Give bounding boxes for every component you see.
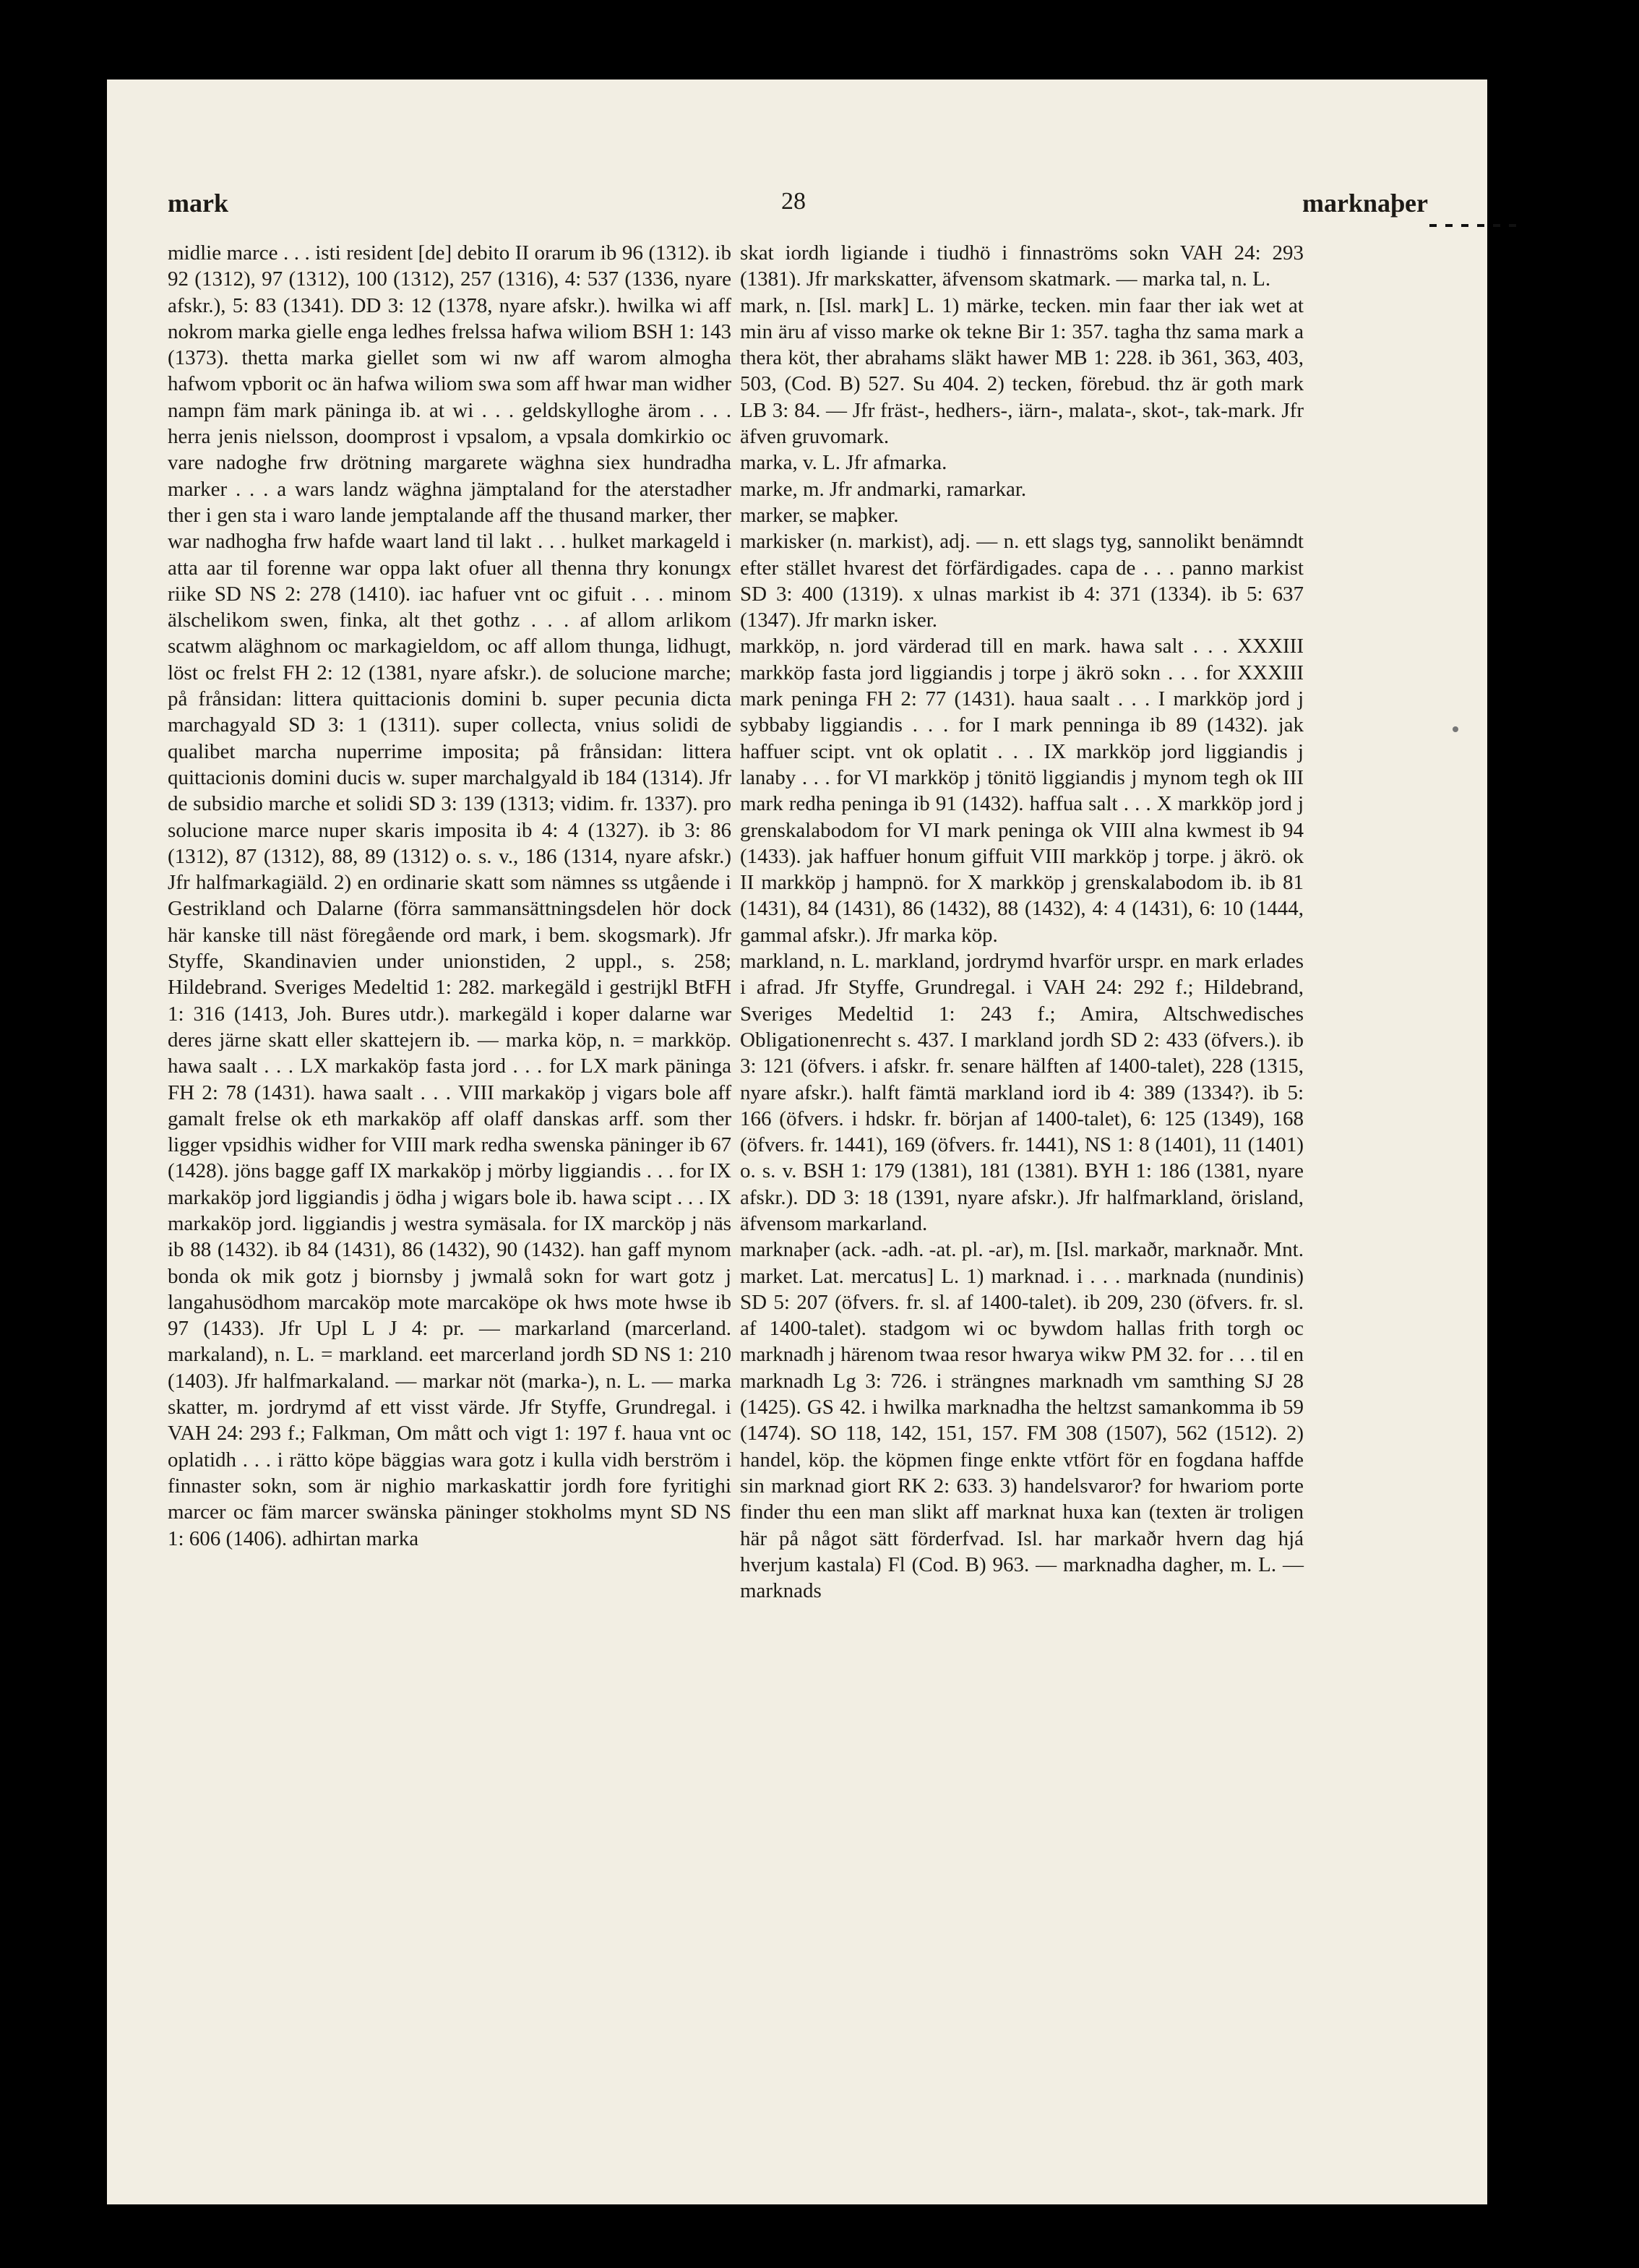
entry-paragraph: skat iordh ligiande i tiudhö i finnaströms sokn VAH 24: 293 (1381). Jfr markskatter, äfvensom skatmark. — marka tal, n. L. [740,241,1304,291]
entry-markland: markland, n. L. markland, jordrymd hvarför urspr. en mark erlades i afrad. Jfr Styffe, Grundregal. i VAH 24: 292 f.; Hildebrand, Sveriges Medeltid 1: 243 f.; Amira, Altschwedisches Obligationenrecht s. 437. I markland jordh SD 2: 433 (öfvers.). ib 3: 121 (öfvers. i afskr. fr. senare hälften af 1400-talet), 228 (1315, nyare afskr.). halft fämtä markland iord ib 4: 389 (1334?). ib 5: 166 (öfvers. i hdskr. fr. början af 1400-talet), 6: 125 (1349), 168 (öfvers. fr. 1441), 169 (öfvers. fr. 1441), NS 1: 8 (1401), 11 (1401) o. s. v. BSH 1: 179 (1381), 181 (1381). BYH 1: 186 (1381, nyare afskr.). DD 3: 18 (1391, nyare afskr.). Jfr halfmarkland, örisland, äfvensom markarland. [740,950,1304,1235]
entry-marker: marker, se maþker. [740,503,899,527]
left-headword: mark [168,189,228,218]
entry-marka: marka, v. L. Jfr afmarka. [740,451,947,475]
stray-mark [1453,726,1458,732]
entry-markisker: markisker (n. markist), adj. — n. ett slags tyg, sannolikt benämndt efter stället hvarest det förfärdigades. capa de . . . panno markist SD 3: 400 (1319). x ulnas markist ib 4: 371 (1334). ib 5: 637 (1347). Jfr markn isker. [740,530,1304,632]
running-header [159,188,1428,231]
page-edge-marks [1429,224,1516,227]
entry-marknather: marknaþer (ack. -adh. -at. pl. -ar), m. [Isl. markaðr, marknaðr. Mnt. market. Lat. mercatus] L. 1) marknad. i . . . marknada (nundinis) SD 5: 207 (öfvers. fr. sl. af 1400-talet). ib 209, 230 (öfvers. fr. sl. af 1400-talet). stadgom wi oc bywdom hallas frith torgh oc marknadh j härenom twaa resor hwarya wikw PM 32. for . . . til en marknadh Lg 3: 726. i strängnes marknadh vm samthing SJ 28 (1425). GS 42. i hwilka marknadha the heltzst samankomma ib 59 (1474). SO 118, 142, 151, 157. FM 308 (1507), 562 (1512). 2) handel, köp. the köpmen finge enkte vtfört för en fogdana haffde sin marknad giort RK 2: 633. 3) handelsvaror? for hwariom porte finder thu een man slikt aff marknat huxa kan (texten är troligen här på något sätt förderfvad. Isl. har markaðr hvern dag hjá hverjum kastala) Fl (Cod. B) 963. — marknadha dagher, m. L. — marknads [740,1238,1304,1603]
right-headword: marknaþer [1302,189,1428,218]
left-column [168,240,731,1552]
entry-markkop: markköp, n. jord värderad till en mark. hawa salt . . . XXXIII markköp fasta jord liggiandis j torpe j äkrö sokn . . . for XXXIII mark peninga FH 2: 77 (1431). haua saalt . . . I markköp jord j sybbaby liggiandis . . . for I mark penninga ib 89 (1432). jak haffuer scipt. vnt ok oplatit . . . IX markköp jord liggiandis j lanaby . . . for VI markköp j tönitö liggiandis j mynom tegh ok III mark redha peninga ib 91 (1432). haffua salt . . . X markköp jord j grenskalabodom for VI mark peninga ok VIII alna kwmest ib 94 (1433). jak haffuer honum giffuit VIII markköp j torpe. j äkrö. ok II markköp j hampnö. for X markköp j grenskalabodom ib. ib 81 (1431), 84 (1431), 86 (1432), 88 (1432), 4: 4 (1431), 6: 10 (1444, gammal afskr.). Jfr marka köp. [740,635,1304,947]
entry-marke: marke, m. Jfr andmarki, ramarkar. [740,477,1027,501]
dictionary-page [107,80,1487,2204]
entry-mark: mark, n. [Isl. mark] L. 1) märke, tecken. min faar ther iak wet at min äru af visso marke ok tekne Bir 1: 357. tagha thz sama mark a thera köt, ther abrahams släkt hawer MB 1: 228. ib 361, 363, 403, 503, (Cod. B) 527. Su 404. 2) tecken, förebud. thz är goth mark LB 3: 84. — Jfr fräst-, hedhers-, iärn-, malata-, skot-, tak-mark. Jfr äfven gruvomark. [740,293,1304,449]
entry-paragraph: midlie marce . . . isti resident [de] debito II orarum ib 96 (1312). ib 92 (1312), 97 (1312), 100 (1312), 257 (1316), 4: 537 (1336, nyare afskr.), 5: 83 (1341). DD 3: 12 (1378, nyare afskr.). hwilka wi aff nokrom marka gielle enga ledhes frelssa hafwa wiliom BSH 1: 143 (1373). thetta marka giellet som wi nw aff warom almogha hafwom vpborit oc än hafwa wiliom swa som aff hwar man widher nampn fäm mark päninga ib. at wi . . . geldskylloghe ärom . . . herra jenis nielsson, doomprost i vpsalom, a vpsala domkirkio oc vare nadoghe frw drötning margarete wäghna siex hundradha marker . . . a wars landz wäghna jämptaland for the aterstadher ther i gen sta i waro lande jemptalande aff the thusand marker, ther war nadhogha frw hafde waart land til lakt . . . hulket markageld i atta aar til forenne war oppa lakt ofuer all thenna thry konungx riike SD NS 2: 278 (1410). iac hafuer vnt oc gifuit . . . minom älschelikom swen, finka, alt thet gothz . . . af allom arlikom scatwm aläghnom oc markagieldom, oc aff allom thunga, lidhugt, löst oc frelst FH 2: 12 (1381, nyare afskr.). de solucione marche; på frånsidan: littera quittacionis domini b. super pecunia dicta marchagyald SD 3: 1 (1311). super collecta, vnius solidi de qualibet marcha nuperrime imposita; på frånsidan: littera quittacionis domini ducis w. super marchalgyald ib 184 (1314). Jfr de subsidio marche et solidi SD 3: 139 (1313; vidim. fr. 1337). pro solucione marce nuper skaris imposita ib 4: 4 (1327). ib 3: 86 (1312), 87 (1312), 88, 89 (1312) o. s. v., 186 (1314, nyare afskr.) Jfr halfmarkagiäld. 2) en ordinarie skatt som nämnes ss utgående i Gestrikland och Dalarne (förra sammansättningsdelen hör dock här kanske till näst föregående ord mark, i bem. skogsmark). Jfr Styffe, Skandinavien under unionstiden, 2 uppl., s. 258; Hildebrand. Sveriges Medeltid 1: 282. markegäld i gestrijkl BtFH 1: 316 (1413, Joh. Bures utdr.). markegäld i koper dalarne war deres järne skatt eller skattejern ib. — marka köp, n. = markköp. hawa saalt . . . LX markaköp fasta jord . . . for LX mark päninga FH 2: 78 (1431). hawa saalt . . . VIII markaköp j vigars bole aff gamalt frelse ok eth markaköp aff olaff danskas arff. som ther ligger vpsidhis widher for VIII mark redha swenska päninger ib 67 (1428). jöns bagge gaff IX markaköp j mörby liggiandis . . . for IX markaköp jord liggiandis j ödha j wigars bole ib. hawa scipt . . . IX markaköp jord. liggiandis j westra symäsala. for IX marcköp j näs ib 88 (1432). ib 84 (1431), 86 (1432), 90 (1432). han gaff mynom bonda ok mik gotz j biornsby j jwmalå sokn for wart gotz j langahusödhom marcaköp mote marcaköpe ok hws mote hwse ib 97 (1433). Jfr Upl L J 4: pr. — markarland (marcerland. markaland), n. L. = markland. eet marcerland jordh SD NS 1: 210 (1403). Jfr halfmarkaland. — markar nöt (marka-), n. L. — marka skatter, m. jordrymd af ett visst värde. Jfr Styffe, Grundregal. i VAH 24: 293 f.; Falkman, Om mått och vigt 1: 197 f. haua vnt oc oplatidh . . . i rätto köpe bäggias wara gotz i kulla vidh berström i finnaster sokn, som är nighio markaskattir jordh fore fyritighi marcer oc fäm marcer swänska päninger stokholms mynt SD NS 1: 606 (1406). adhirtan marka [168,241,731,1550]
right-column [740,240,1304,1604]
page-number: 28 [781,188,806,215]
